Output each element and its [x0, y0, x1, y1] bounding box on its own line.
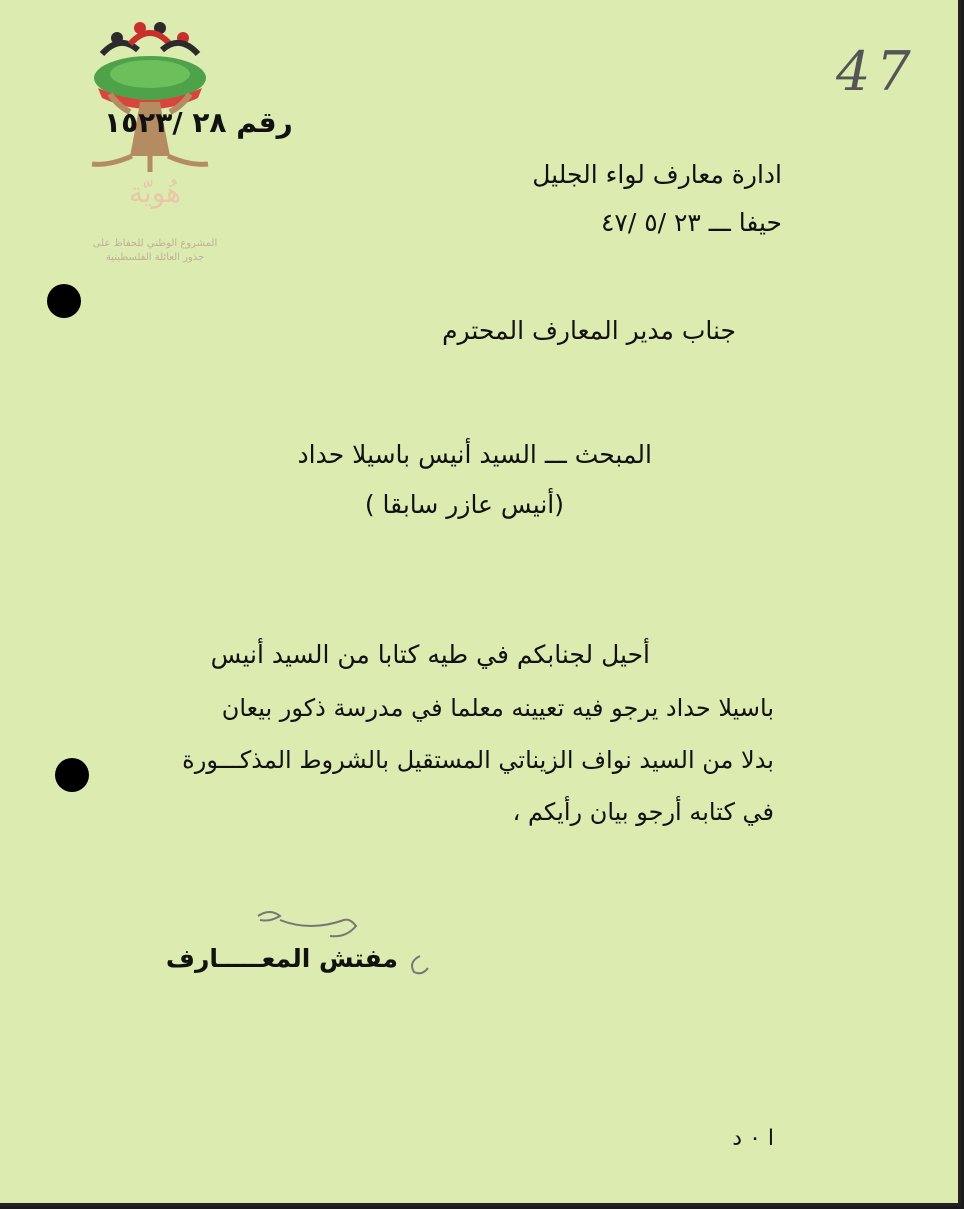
punch-hole-bottom — [55, 758, 89, 792]
logo-tagline-2: جذور العائلة الفلسطينية — [105, 252, 205, 263]
body-line-4: في كتابه أرجو بيان رأيكم ، — [512, 798, 774, 826]
date-line: حيفا ـــ ٢٣ /٥ /٤٧ — [600, 208, 782, 237]
subject-line-2: (أنيس عازر سابقا ) — [364, 490, 564, 519]
logo — [80, 16, 230, 263]
logo-tagline-1: المشروع الوطني للحفاظ على — [92, 238, 218, 249]
punch-hole-top — [47, 284, 81, 318]
footer-code: ا ٠ د — [732, 1126, 774, 1151]
addressee: جناب مدير المعارف المحترم — [442, 316, 736, 345]
subject-line-1: المبحث ـــ السيد أنيس باسيلا حداد — [297, 440, 652, 469]
department-name: ادارة معارف لواء الجليل — [532, 160, 782, 189]
logo-wordmark: هُويّة — [128, 176, 182, 209]
reference-number: رقم ٢٨ /١٥٢٣ — [104, 106, 293, 139]
tree-people-logo-icon — [80, 16, 230, 176]
body-line-3: بدلا من السيد نواف الزيناتي المستقيل بالشروط المذكـــورة — [182, 746, 774, 774]
body-line-2: باسيلا حداد يرجو فيه تعيينه معلما في مدرسة ذكور بيعان — [221, 694, 774, 722]
body-line-1: أحيل لجنابكم في طيه كتابا من السيد أنيس — [210, 640, 650, 669]
page-number: 47 — [836, 40, 917, 103]
signature-title: مفتش المعـــــارف — [165, 944, 398, 973]
